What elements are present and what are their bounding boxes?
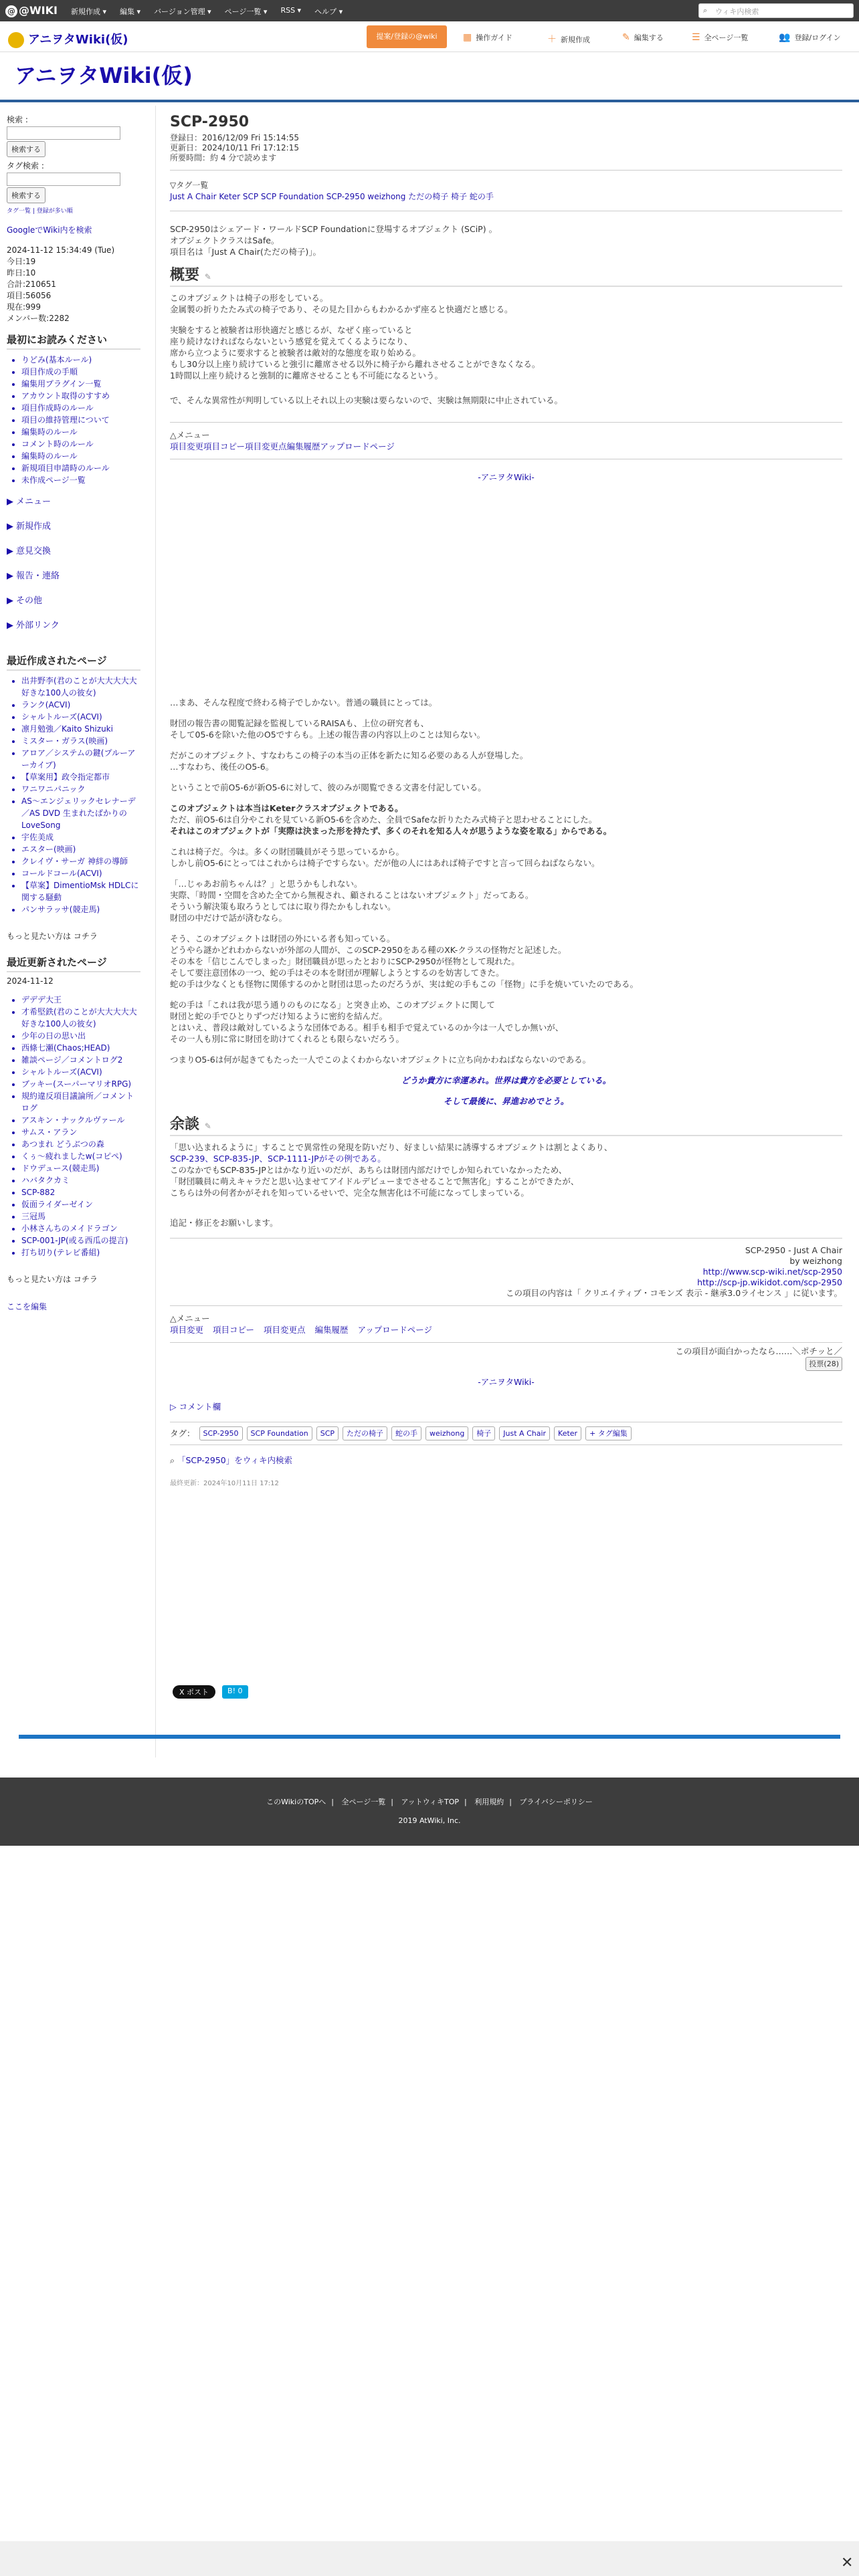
body-p6: これは椅子だ。今は。多くの財団職員がそう思っているから。 しかし前O5-6にとってはこれからは椅子ですらない。だが他の人にはあれば椅子ですと言って回らねばならない。 [170,847,600,868]
list-item[interactable]: • エスター(映画) [21,843,140,855]
arrow-icon: ▶ [7,546,13,556]
top-bar [0,0,859,21]
list-item[interactable]: • 項目の維持管理について [21,414,140,426]
pencil-icon: ✎ [622,32,630,43]
tag-search-input[interactable] [7,173,120,186]
intro: SCP-2950はシェアード・ワールドSCP Foundationに登場するオブジェクト (SCiP) 。 オブジェクトクラスはSafe。 項目名は「Just A Chair(ただの椅子)」。 [170,224,498,257]
list-item[interactable]: • デデデ大王 [21,994,140,1006]
hatena-bookmark-button[interactable]: B! 0 [222,1685,248,1699]
license-block: SCP-2950 - Just A Chair by weizhong http://www.scp-wiki.net/scp-2950 http://scp-jp.wikidot.com/scp-2950 この項目の内容は「 クリエイティブ・コモンズ 表示 - 継承3.0ライセンス 」に従います。 [505,1245,842,1298]
list-item[interactable]: • パンサラッサ(競走馬) [21,903,140,916]
list-item[interactable]: • AS〜エンジェリックセレナーデ／AS DVD 生まれたばかりのLoveSong [21,795,140,831]
list-item[interactable]: • 仮面ライダーゼイン [21,1198,140,1210]
list-item[interactable]: • コメント時のルール [21,438,140,450]
atwiki-logo[interactable]: @ @WIKI [5,4,58,17]
list-item[interactable]: • 規約違反項目議論所／コメントログ [21,1090,140,1114]
all-pages-link[interactable]: ☰ 全ページ一覧 [692,32,749,43]
menu-label: △メニュー [170,430,210,440]
list-item[interactable]: • 【草案】DimentioMsk HDLCに関する騒動 [21,879,140,903]
quote-2: そして最後に、昇進おめでとう。 [443,1096,569,1106]
list-item[interactable]: • 小林さんちのメイドラゴン [21,1222,140,1235]
list-item[interactable]: • 編集用プラグイン一覧 [21,378,140,390]
book-icon: ▦ [463,32,472,43]
quote-1: どうか貴方に幸運あれ。世界は貴方を必要としている。 [401,1075,611,1085]
updated-list [21,994,140,1259]
first-read-list [21,354,140,486]
footer-privacy-link[interactable]: プライバシーポリシー [519,1798,593,1806]
menu-label-2: △メニュー [170,1313,210,1323]
tag-list-line[interactable]: Just A Chair Keter SCP SCP Foundation SCP-2950 weizhong ただの椅子 椅子 蛇の手 [170,192,494,201]
list-item[interactable]: • ドウデュース(競走馬) [21,1162,140,1174]
tag-list-toggle[interactable]: ▽タグ一覧 [170,181,209,190]
list-item[interactable]: • サムス・アラン [21,1126,140,1138]
list-item[interactable]: • 三冠馬 [21,1210,140,1222]
list-item[interactable]: • ワニワニパニック [21,783,140,795]
tag-row: タグ： SCP-2950 SCP Foundation SCP ただの椅子 蛇の手 weizhong 椅子 Just A Chair Keter + タグ編集 [170,1426,842,1440]
google-search-link[interactable]: GoogleでWiki内を検索 [7,225,92,235]
header-divider [0,100,859,102]
body-p7: 「…じゃあお前ちゃんは？」と思うかもしれない。 実際、「時間・空間を含めた全てから無視され、顧されることはないオブジェクト」だってある。 そういう解決策も取ろうとしてはに取り得たかもしれない。 財団の中だけで話が済むなら。 [170,879,534,923]
list-item[interactable]: • 編集時のルール [21,450,140,462]
top-menu [71,6,343,17]
arrow-icon: ▶ [7,522,13,532]
body-p4: ということで前O5-6が新O5-6に対して、彼のみが閲覧できる文書を付記している。 [170,782,486,792]
overview-p3: で、そんな異常性が判明している以上それ以上の実験は要らないので、実験は無期限に中止されている。 [170,395,563,405]
list-item[interactable]: • 編集時のルール [21,426,140,438]
vote-button[interactable]: 投票(28) [805,1357,842,1371]
comment-toggle[interactable]: ▷ コメント欄 [170,1402,221,1412]
extra-p2: 追記・修正をお願いします。 [170,1218,278,1228]
site-logo-icon [8,32,24,48]
sidebar-search-input[interactable] [7,126,120,140]
last-updated: 最終更新：2024年10月11日 17:12 [170,1480,279,1487]
menu-links[interactable]: 項目変更項目コピー項目変更点編集履歴アップロードページ [170,441,395,451]
edit-icon[interactable]: ✎ [204,272,211,282]
wiki-center-link[interactable]: -アニヲタWiki- [478,472,535,482]
list-item[interactable]: • コールドコール(ACVI) [21,867,140,879]
sidebar [7,114,140,1312]
site-header [0,21,859,52]
body-p3: だがこのオブジェクト、すなわちこの椅子の本当の正体を新たに知る必要のある人が登場した。 …すなわち、後任のO5-6。 [170,750,529,772]
list-item[interactable]: • ミスター・ガラス(映画) [21,735,140,747]
guide-link[interactable]: ▦ 操作ガイド [463,32,512,43]
footer-top-link[interactable]: このWikiのTOPへ [266,1798,326,1806]
updated-date: 2024-11-12 [7,976,54,986]
site-stats: 2024-11-12 15:34:49 (Tue) 今日:19 昨日:10 合計:210651 項目:56056 現在:999 メンバー数:2282 [7,245,115,323]
list-item[interactable]: • くぅ〜疲れましたw(コピペ) [21,1150,140,1162]
page-meta [170,133,842,163]
list-item[interactable]: • 打ち切り(テレビ番組) [21,1247,140,1259]
first-read-heading: 最初にお読みください [7,332,140,350]
sidebar-external-toggle[interactable]: ▶ 外部リンク [7,621,60,631]
list-item[interactable]: • アスキン・ナックルヴァール [21,1114,140,1126]
page-banner-title[interactable]: アニヲタWiki(仮) [15,63,193,88]
menu-pages[interactable]: ページ一覧 ▾ [224,7,268,16]
divider [170,422,842,423]
login-link[interactable]: 👥 登録/ログイン [779,32,841,43]
share-buttons [173,1685,248,1699]
tag-button[interactable]: 椅子 [472,1426,495,1440]
wiki-center-link-2[interactable]: -アニヲタWiki- [478,1377,535,1387]
body-p1: …まあ、そんな程度で終わる椅子でしかない。普通の職員にとっては。 [170,697,438,708]
updated-date: 更新日：2024/10/11 Fri 17:12:15 [170,143,299,152]
list-item[interactable]: • SCP-882 [21,1186,140,1198]
body-p5: このオブジェクトは本当はKeterクラスオブジェクトである。 ただ、前O5-6は自分やこれを見ている新O5-6を含めた、全員でSafeな折りたたみ式椅子と思わせることにした。 それはこのオブジェクトが「実際は決まった形を持たず、多くのそれを知る人々が思うような姿を取る」からである。 [170,803,612,836]
list-item[interactable]: • SCP-001-JP(或る西瓜の提言) [21,1235,140,1247]
site-name[interactable]: アニヲタWiki(仮) [8,30,128,48]
list-item[interactable]: • シャルトルーズ(ACVI) [21,711,140,723]
list-item[interactable]: • 宇佐美成 [21,831,140,843]
menu-links-2: 項目変更 項目コピー 項目変更点 編集履歴 アップロードページ [170,1325,432,1335]
sidebar-search-button[interactable]: 検索する [7,141,45,157]
new-page-link[interactable]: ＋ 新規作成 [547,34,590,45]
tag-search-label: タグ検索 : [7,161,44,171]
tag-button[interactable]: SCP-2950 [199,1426,243,1440]
divider [170,1238,842,1239]
tag-button[interactable]: Just A Chair [499,1426,550,1440]
plus-icon: ＋ [547,34,557,45]
register-button[interactable]: 提案/登録の@wiki [367,25,447,48]
sidebar-other-toggle[interactable]: ▶ その他 [7,596,43,606]
list-item[interactable]: • アロア／システムの鍵(プルーアーカイブ) [21,747,140,771]
list-item[interactable]: • 雑談ページ／コメントログ2 [21,1054,140,1066]
list-item[interactable]: • 項目作成時のルール [21,402,140,414]
divider [170,1342,842,1343]
footer-terms-link[interactable]: 利用規約 [474,1798,504,1806]
search-icon: ⌕ [170,1455,177,1465]
list-item[interactable]: • りどみ(基本ルール) [21,354,140,366]
list-item[interactable]: • シャルトルーズ(ACVI) [21,1066,140,1078]
arrow-icon: ▶ [7,596,13,606]
divider [170,1444,842,1445]
extra-p1: 「思い込まれるように」することで異常性の発現を防いだり、好ましい結果に誘導するオブジェクトは割とよくあり、 SCP-239、SCP-835-JP、SCP-1111-JPがその例である。 このなかでもSCP-835-JPとはかなり近いのだが、あちらは財団内部だけでしか知られていなかったため、 「財団職員に萌えキャラだと思い込ませてアイドルデビューまでさせることで無害化」することができたが、 こちらは外の何者かがそれを知っているせいで、完全な無害化は不可能になってしまっている。 [170,1142,613,1198]
sidebar-report-toggle[interactable]: ▶ 報告・連絡 [7,571,60,581]
body-p10: つまりO5-6は何が起きてもたった一人でこのよくわからないオブジェクトに立ち向かわねばならないのである。 [170,1055,591,1065]
recent-list [21,675,140,916]
edit-icon[interactable]: ✎ [204,1121,211,1131]
list-item[interactable]: • 西條七瀬(Chaos;HEAD) [21,1042,140,1054]
arrow-icon: ▶ [7,571,13,581]
registered-date: 登録日：2016/12/09 Fri 15:14:55 [170,133,299,142]
tag-button[interactable]: ただの椅子 [343,1426,387,1440]
copyright: 2019 AtWiki, Inc. [398,1816,461,1825]
tag-button[interactable]: Keter [554,1426,581,1440]
list-item[interactable]: • ハバタクカミ [21,1174,140,1186]
menu-rss[interactable]: RSS ▾ [280,6,302,15]
list-icon: ☰ [692,32,700,43]
read-time: 所要時間：約 4 分で読めます [170,153,277,163]
content-end-rule [19,1735,840,1739]
arrow-icon: ▶ [7,621,13,631]
footer-atwiki-link[interactable]: アットウィキTOP [401,1798,460,1806]
menu-help[interactable]: ヘルプ ▾ [314,7,343,16]
tag-search-button[interactable]: 検索する [7,187,45,203]
divider [170,170,842,171]
overview-heading: 概要 ✎ [170,270,842,287]
list-item[interactable]: • アカウント取得のすすめ [21,390,140,402]
tag-button[interactable]: SCP [316,1426,339,1440]
tag-edit-button[interactable]: + タグ編集 [585,1426,632,1440]
body-p8: そう、このオブジェクトは財団の外にいる者も知っている。 どうやら謎かどれわからないが外部の人間が、このSCP-2950をある種のXK-クラスの怪物だと記述した。 その本を「信じこんでしまった」財団職員が思ったとおりにSCP-2950が怪物として現れた。 そして要注意団体の一つ、蛇の手はその本を財団が理解しようとするのを妨害してきた。 蛇の手は少なくとも怪物に関係するのかと財団は思ったのだろうが、実は蛇の手もこの「怪物」に手を焼いていたのである。 [170,934,639,989]
extra-heading: 余談 ✎ [170,1119,842,1136]
list-item[interactable]: • 未作成ページ一覧 [21,474,140,486]
page-title: SCP-2950 [170,114,250,130]
list-item[interactable]: • 【草案用】政令指定都市 [21,771,140,783]
updated-heading: 最近更新されたページ [7,955,140,972]
tag-button[interactable]: SCP Foundation [247,1426,312,1440]
tag-links[interactable]: タグ一覧 | 登録が多い順 [7,208,73,215]
edit-sidebar-link[interactable]: ここを編集 [7,1302,47,1311]
x-post-button[interactable]: X ポスト [173,1685,215,1699]
footer-pages-link[interactable]: 全ページ一覧 [341,1798,386,1806]
search-icon: ⌕ [703,6,708,15]
menu-version[interactable]: バージョン管理 ▾ [154,7,211,16]
edit-link[interactable]: ✎ 編集する [622,32,664,43]
vote-box: この項目が面白かったなら……＼ポチッと／ 投票(28) [170,1346,842,1371]
more-recent-link[interactable]: もっと見たい方は コチラ [7,932,98,941]
list-item[interactable]: • 出井野李(君のことが大大大大大好きな100人の彼女) [21,675,140,699]
users-icon: 👥 [779,32,791,43]
sidebar-discuss-toggle[interactable]: ▶ 意見交換 [7,546,52,556]
more-updated-link[interactable]: もっと見たい方は コチラ [7,1275,98,1284]
main-content [170,114,842,1489]
body-p9: 蛇の手は「これは我が思う通りのものになる」と突き止め、このオブジェクトに関して 財団と蛇の手でひとりずつだけ知るように密約を結んだ。 とはいえ、普段は敵対しているような団体である。相手も相手で覚えているのか今は一人でしか無いが、 その一人も別に常に財団を助けてくれるとも限らないだろう。 [170,1000,564,1044]
close-icon[interactable]: ✕ [841,2555,854,2571]
list-item[interactable]: • 才希堅鉄(君のことが大大大大大好きな100人の彼女) [21,1006,140,1030]
body-p2: 財団の報告書の閲覧記録を監視しているRAISAも、上位の研究者も、 そして05-6を除いた他のO5ですらも。上述の報告書の内容以上のことは知らない。 [170,718,486,740]
footer: このWikiのTOPへ | 全ページ一覧 | アットウィキTOP | 利用規約 | プライバシーポリシー 2019 AtWiki, Inc. [0,1778,859,1846]
menu-edit[interactable]: 編集 ▾ [120,7,141,16]
arrow-icon: ▶ [7,497,13,507]
divider [170,1305,842,1306]
list-item[interactable]: • ランク(ACVI) [21,699,140,711]
tag-button[interactable]: 蛇の手 [391,1426,421,1440]
logo-icon: @ [5,5,17,17]
search-label: 検索 : [7,115,28,124]
sidebar-new-toggle[interactable]: ▶ 新規作成 [7,522,52,532]
menu-new[interactable]: 新規作成 ▾ [71,7,107,16]
tag-button[interactable]: weizhong [425,1426,468,1440]
sidebar-divider [155,106,156,1757]
wiki-search-link[interactable]: ⌕ 「SCP-2950」をウィキ内検索 [170,1455,292,1465]
list-item[interactable]: • 少年の日の思い出 [21,1030,140,1042]
list-item[interactable]: • 凛月勉強／Kaito Shizuki [21,723,140,735]
list-item[interactable]: • クレイヴ・サーガ 神絆の導師 [21,855,140,867]
list-item[interactable]: • 新規項目申請時のルール [21,462,140,474]
recent-heading: 最近作成されたページ [7,653,140,671]
wiki-search-input[interactable]: ⌕ ウィキ内検索 [698,3,854,18]
list-item[interactable]: • 項目作成の手順 [21,366,140,378]
list-item[interactable]: • ブッキー(スーパーマリオRPG) [21,1078,140,1090]
blank-space [170,483,842,697]
overview-p1: このオブジェクトは椅子の形をしている。 金属製の折りたたみ式の椅子であり、その見た目からもわかるかず座ると快適だと感じる。 [170,293,513,314]
overview-p2: 実験をすると被験者は形快適だと感じるが、なぜく座っていると 座り続けなければならないという感覚を覚えてくるようになり、 席から立つように要求すると被験者は敵対的な態度を取り始める。 もし30分以上座り続けていると強引に離席させる以外に椅子から離れさせることができなくなる。 1時間以上座り続けると強制的に離席させることも不可能になるという。 [170,325,541,381]
list-item[interactable]: • あつまれ どうぶつの森 [21,1138,140,1150]
sidebar-menu-toggle[interactable]: ▶ メニュー [7,497,52,507]
ad-strip [0,2541,859,2576]
